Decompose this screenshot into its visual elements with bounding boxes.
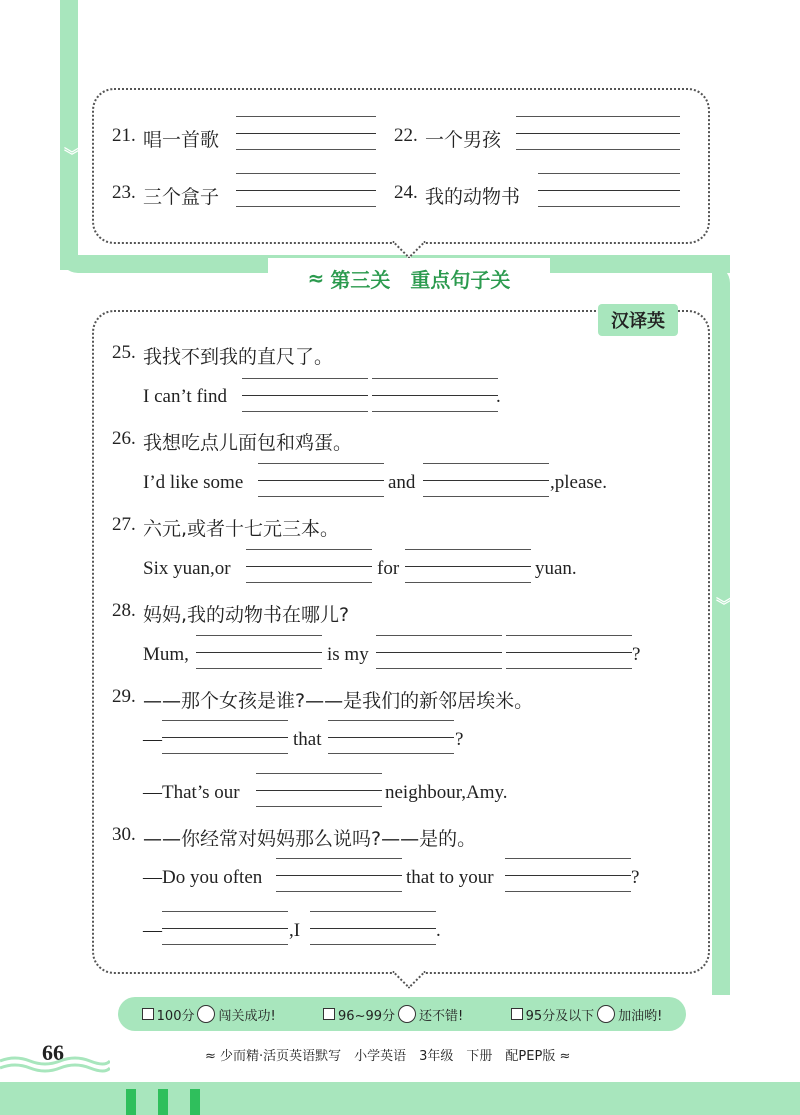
- sentence-text: ?: [455, 729, 464, 750]
- item-number: 24.: [394, 182, 418, 203]
- checkbox-icon[interactable]: [323, 1008, 335, 1020]
- answer-blank[interactable]: [256, 773, 382, 807]
- score-comment: 还不错!: [419, 1008, 464, 1024]
- bottom-stripe: [190, 1089, 200, 1115]
- item-number: 26.: [112, 428, 136, 449]
- bottom-stripe: [126, 1089, 136, 1115]
- sentence-text: Mum,: [143, 644, 189, 665]
- footer-text: ≈ 少而精·活页英语默写 小学英语 3年级 下册 配PEP版 ≈: [205, 1049, 571, 1064]
- vocab-prompt: 唱一首歌: [143, 129, 220, 151]
- sentence-text: .: [436, 920, 441, 941]
- left-green-bar: [60, 0, 81, 270]
- score-bar: [118, 997, 686, 1031]
- sentence-text: ,please.: [550, 472, 607, 493]
- score-comment: 闯关成功!: [218, 1008, 276, 1024]
- score-range: 100分: [156, 1008, 195, 1024]
- question-prompt: 我找不到我的直尺了。: [143, 346, 334, 368]
- answer-blank[interactable]: [242, 378, 368, 412]
- checkbox-icon[interactable]: [142, 1008, 154, 1020]
- right-green-bar: [712, 265, 733, 995]
- answer-blank[interactable]: [236, 116, 376, 150]
- question-prompt: ——那个女孩是谁?——是我们的新邻居埃米。: [143, 690, 534, 712]
- answer-blank[interactable]: [276, 858, 402, 892]
- answer-blank[interactable]: [328, 720, 454, 754]
- sentence-text: neighbour,Amy.: [385, 782, 508, 803]
- item-number: 29.: [112, 686, 136, 707]
- question-prompt: 六元,或者十七元三本。: [143, 518, 340, 540]
- item-number: 25.: [112, 342, 136, 363]
- sentence-text: for: [377, 558, 400, 579]
- item-number: 22.: [394, 125, 418, 146]
- vocab-panel: [92, 88, 710, 244]
- answer-blank[interactable]: [310, 911, 436, 945]
- sentence-text: ?: [631, 867, 640, 888]
- answer-blank[interactable]: [246, 549, 372, 583]
- bottom-green-band: [0, 1082, 800, 1115]
- sentence-text: that to your: [406, 867, 494, 888]
- sentence-text: ?: [632, 644, 641, 665]
- sentence-text: —Do you often: [143, 867, 263, 888]
- sad-face-icon: [597, 1005, 615, 1023]
- answer-blank[interactable]: [376, 635, 502, 669]
- page-number: 66: [42, 1040, 64, 1065]
- score-comment: 加油哟!: [618, 1008, 663, 1024]
- vocab-prompt: 三个盒子: [143, 186, 220, 208]
- question-prompt: 我想吃点儿面包和鸡蛋。: [143, 432, 353, 454]
- sentence-text: yuan.: [535, 558, 577, 579]
- item-number: 30.: [112, 824, 136, 845]
- answer-blank[interactable]: [162, 720, 288, 754]
- answer-blank[interactable]: [505, 858, 631, 892]
- task-badge: 汉译英: [598, 304, 678, 336]
- wave-icon: ≈: [307, 266, 325, 290]
- answer-blank[interactable]: [258, 463, 384, 497]
- sentence-text: that: [293, 729, 322, 750]
- answer-blank[interactable]: [538, 173, 680, 207]
- bottom-stripe: [158, 1089, 168, 1115]
- item-number: 21.: [112, 125, 136, 146]
- vocab-prompt: 一个男孩: [425, 129, 502, 151]
- answer-blank[interactable]: [196, 635, 322, 669]
- sentence-text: —That’s our: [143, 782, 240, 803]
- sentence-text: .: [496, 386, 501, 407]
- item-number: 23.: [112, 182, 136, 203]
- answer-blank[interactable]: [372, 378, 498, 412]
- answer-blank[interactable]: [516, 116, 680, 150]
- section-title: [268, 258, 550, 298]
- question-prompt: 妈妈,我的动物书在哪儿?: [143, 604, 350, 626]
- item-number: 28.: [112, 600, 136, 621]
- answer-blank[interactable]: [405, 549, 531, 583]
- chevron-down-icon: ︾: [716, 596, 733, 615]
- cheer-face-icon: [197, 1005, 215, 1023]
- score-option[interactable]: [323, 1005, 463, 1024]
- answer-blank[interactable]: [162, 911, 288, 945]
- question-prompt: ——你经常对妈妈那么说吗?——是的。: [143, 828, 477, 850]
- answer-blank[interactable]: [506, 635, 632, 669]
- answer-blank[interactable]: [423, 463, 549, 497]
- score-option[interactable]: [142, 1005, 276, 1024]
- chevron-down-icon: ︾: [64, 146, 81, 165]
- sentence-text: —: [143, 920, 162, 941]
- sentence-text: Six yuan,or: [143, 558, 231, 579]
- score-option[interactable]: [511, 1005, 663, 1024]
- section-title-text: 第三关 重点句子关: [330, 267, 511, 292]
- sentence-text: I can’t find: [143, 386, 228, 407]
- item-number: 27.: [112, 514, 136, 535]
- smile-face-icon: [398, 1005, 416, 1023]
- score-range: 95分及以下: [525, 1008, 595, 1024]
- vocab-prompt: 我的动物书: [425, 186, 521, 208]
- wave-decoration: [0, 1055, 110, 1075]
- score-range: 96~99分: [338, 1008, 396, 1024]
- sentence-text: and: [388, 472, 416, 493]
- sentence-text: I’d like some: [143, 472, 244, 493]
- answer-blank[interactable]: [236, 173, 376, 207]
- sentence-text: is my: [327, 644, 369, 665]
- sentence-text: —: [143, 729, 162, 750]
- checkbox-icon[interactable]: [511, 1008, 523, 1020]
- sentence-text: ,I: [289, 920, 301, 941]
